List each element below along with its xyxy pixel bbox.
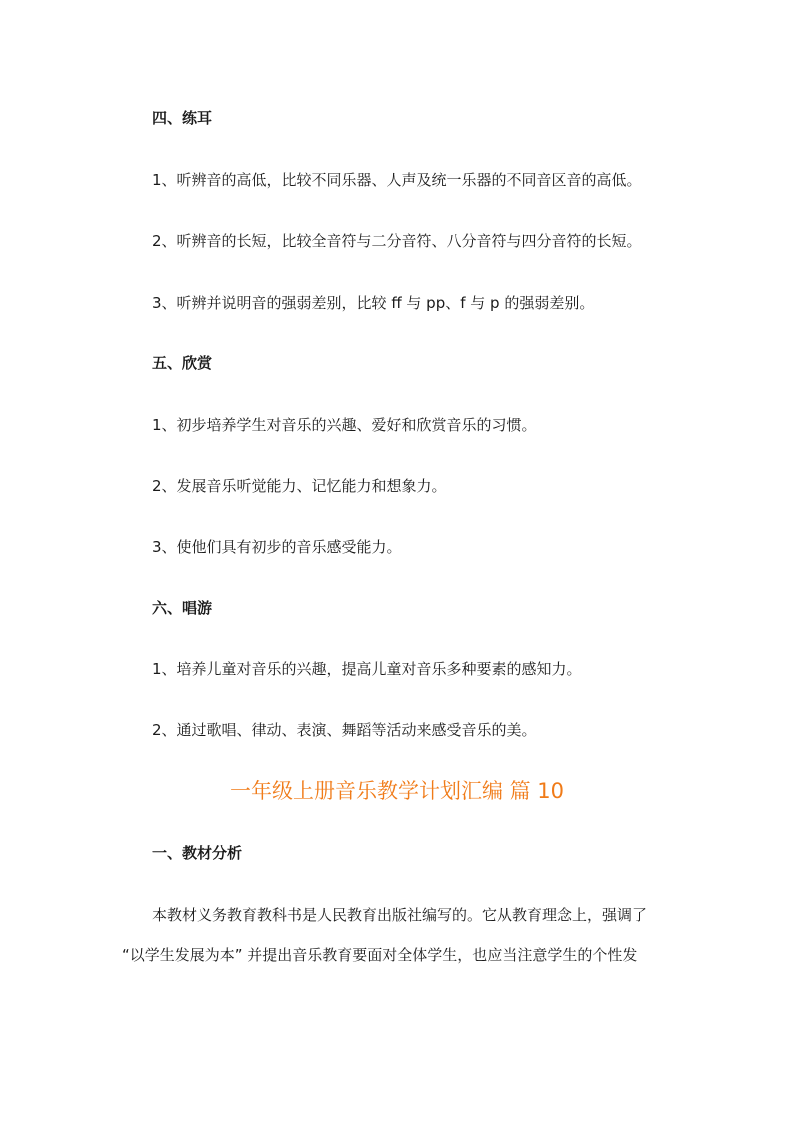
list-item: 2、听辨音的长短，比较全音符与二分音符、八分音符与四分音符的长短。 <box>152 232 642 250</box>
paragraph-line: 本教材义务教育教科书是人民教育出版社编写的。它从教育理念上，强调了 <box>152 906 648 924</box>
chapter-title: 一年级上册音乐教学计划汇编 篇 10 <box>229 779 565 803</box>
section-heading-singing-games: 六、唱游 <box>152 599 213 617</box>
list-item: 1、培养儿童对音乐的兴趣，提高儿童对音乐多种要素的感知力。 <box>152 660 582 678</box>
paragraph-line: “以学生发展为本” 并提出音乐教育要面对全体学生，也应当注意学生的个性发 <box>122 946 638 964</box>
list-item: 1、初步培养学生对音乐的兴趣、爱好和欣赏音乐的习惯。 <box>152 416 537 434</box>
section-heading-textbook-analysis: 一、教材分析 <box>152 844 243 862</box>
section-heading-ear-training: 四、练耳 <box>152 109 213 127</box>
list-item: 1、听辨音的高低，比较不同乐器、人声及统一乐器的不同音区音的高低。 <box>152 171 642 189</box>
list-item: 2、通过歌唱、律动、表演、舞蹈等活动来感受音乐的美。 <box>152 721 537 739</box>
list-item: 3、使他们具有初步的音乐感受能力。 <box>152 538 402 556</box>
list-item: 2、发展音乐听觉能力、记忆能力和想象力。 <box>152 477 447 495</box>
section-heading-appreciation: 五、欣赏 <box>152 354 213 372</box>
list-item: 3、听辨并说明音的强弱差别，比较 ff 与 pp、f 与 p 的强弱差别。 <box>152 294 595 312</box>
